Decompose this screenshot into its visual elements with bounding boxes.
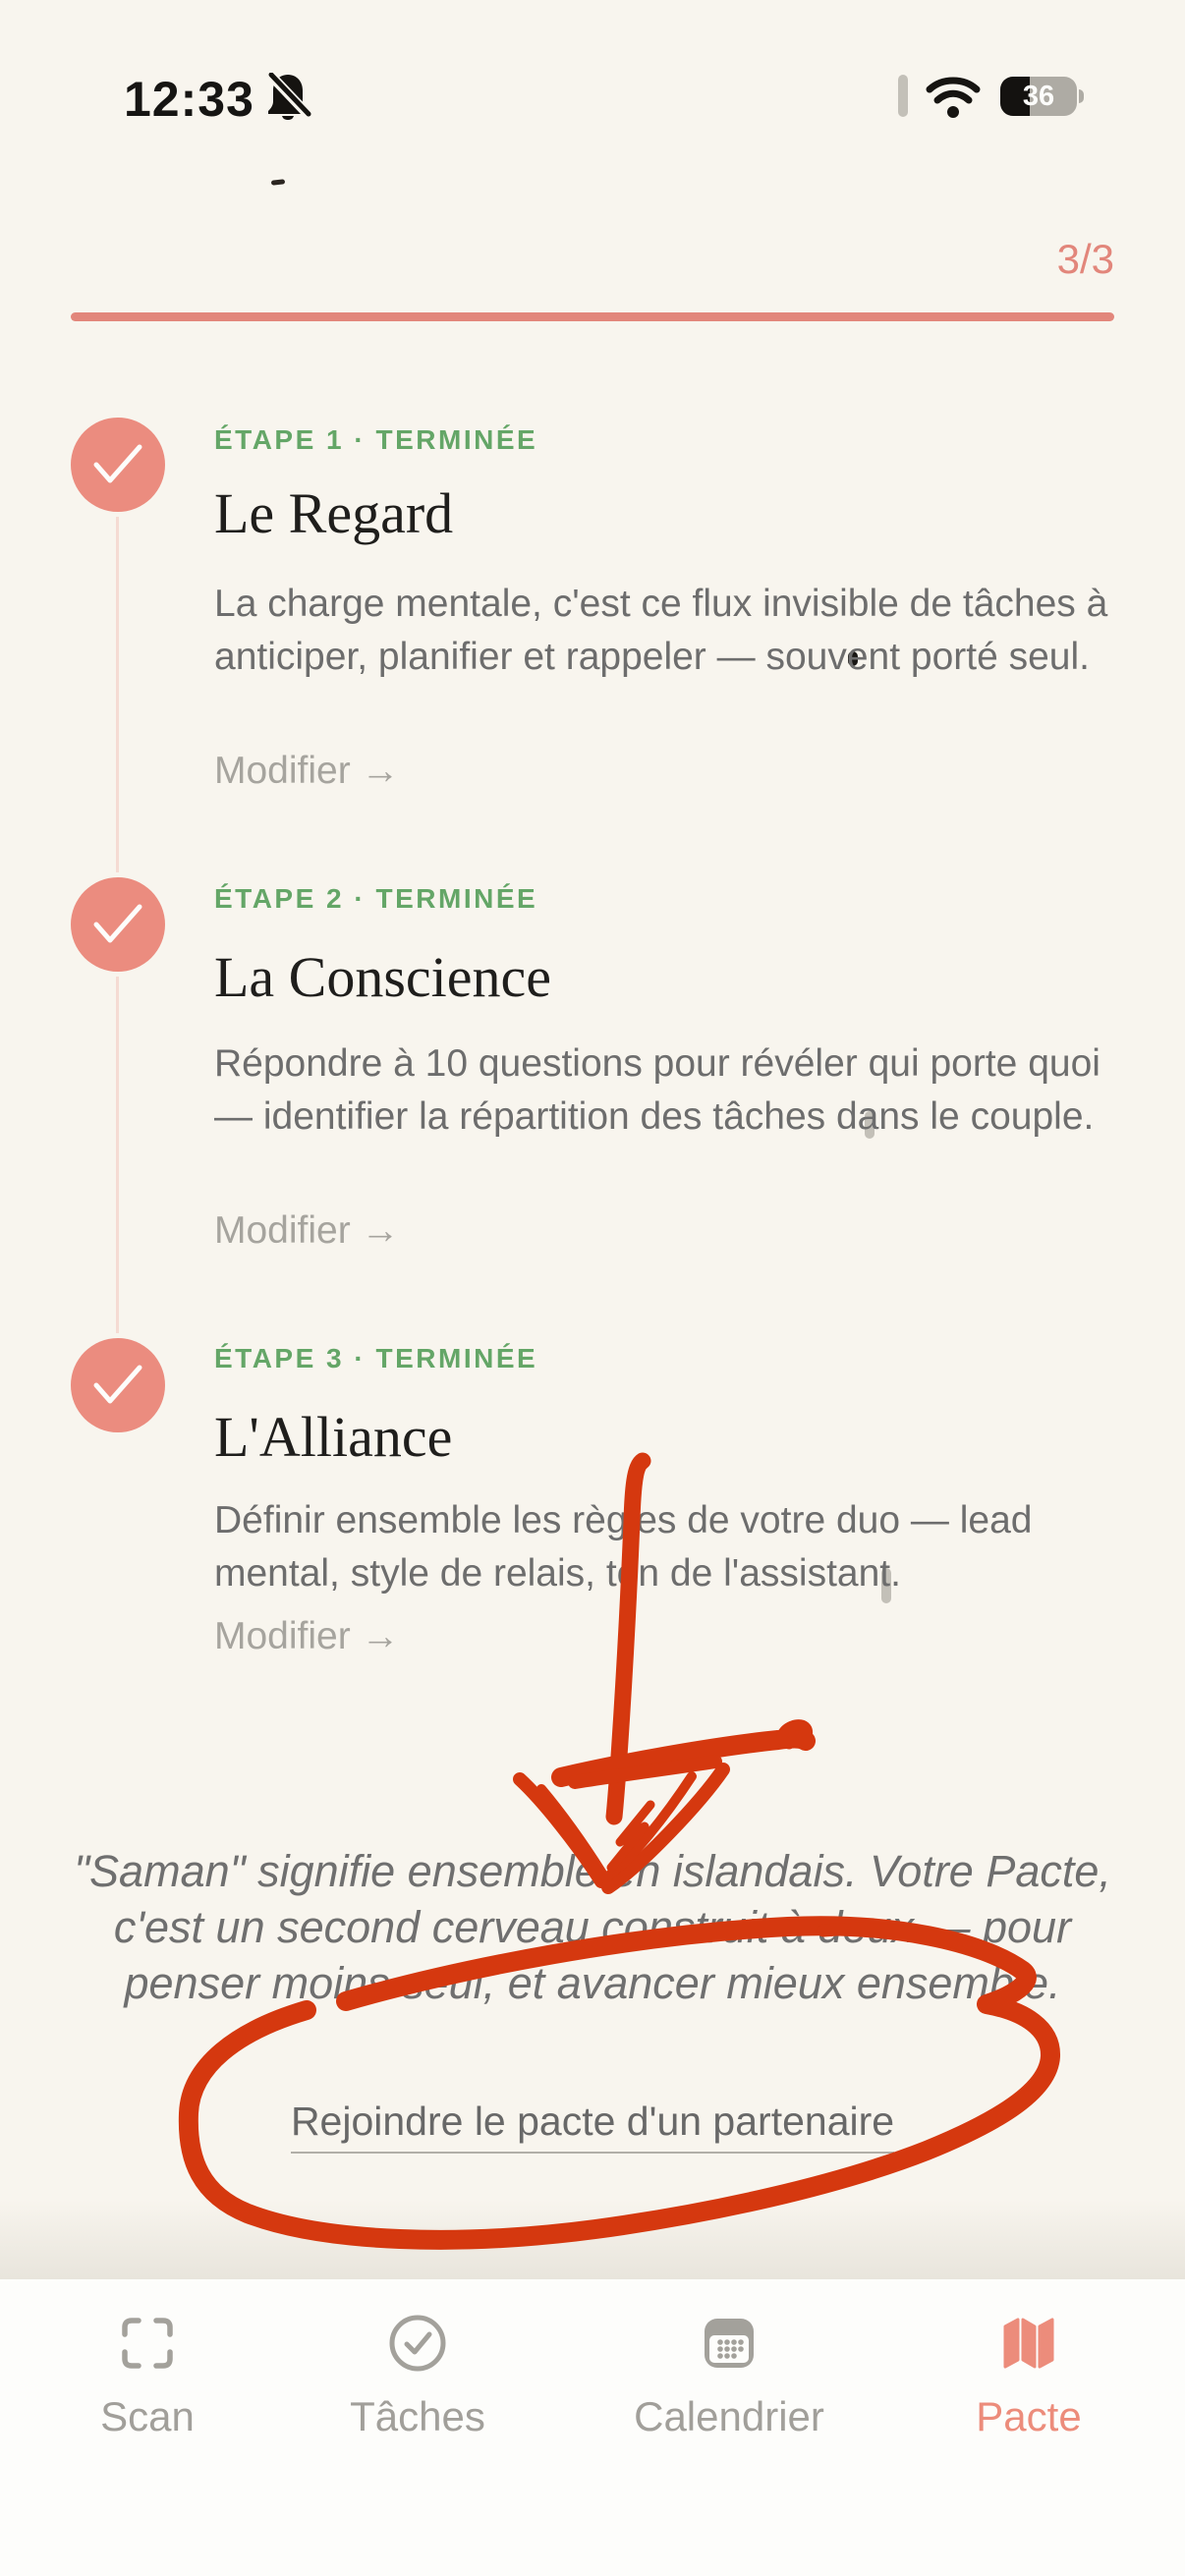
wifi-icon <box>925 75 982 118</box>
step2-title: La Conscience <box>214 945 552 1009</box>
step3-status-label: ÉTAPE 3 · TERMINÉE <box>214 1343 538 1373</box>
tab-pacte[interactable] <box>916 2309 1142 2440</box>
step2-description: Répondre à 10 questions pour révéler qui porte quoi — identifier la répartition des tâches dans le couple. <box>214 1042 1100 1138</box>
join-partner-link-row <box>0 2099 1185 2154</box>
timeline-connector <box>116 977 119 1333</box>
step1-modify-link[interactable]: Modifier → <box>214 750 400 792</box>
step2-check-badge <box>71 877 165 972</box>
step2-modify-link[interactable]: Modifier → <box>214 1209 400 1252</box>
check-icon <box>92 903 143 946</box>
step1-title: Le Regard <box>214 481 454 545</box>
tab-taches-label: Tâches <box>350 2393 485 2439</box>
calendar-icon <box>616 2309 842 2378</box>
tabbar-top-fade <box>0 2199 1185 2279</box>
scan-frame-icon <box>34 2309 260 2378</box>
step3-check-badge <box>71 1338 165 1432</box>
quote-line: c'est un second cerveau construit à deux — pour <box>113 1902 1072 1952</box>
tab-calendrier[interactable] <box>616 2309 842 2440</box>
tasks-check-icon <box>305 2309 531 2378</box>
quote-line: penser moins seul, et avancer mieux ensemble. <box>124 1958 1061 2008</box>
quote-line: "Saman" signifie ensemble en islandais. Votre Pacte, <box>74 1846 1111 1896</box>
scrolled-content-fragment <box>271 179 285 185</box>
tab-taches[interactable] <box>305 2309 531 2440</box>
status-time: 12:33 <box>124 72 254 127</box>
tab-pacte-label: Pacte <box>976 2393 1082 2439</box>
step1-description: La charge mentale, c'est ce flux invisible de tâches à anticiper, planifier et rappeler — souvent porté seul. <box>214 583 1108 678</box>
timeline-connector <box>116 517 119 872</box>
battery-percent: 36 <box>1022 81 1055 112</box>
step-counter: 3/3 <box>1056 236 1114 282</box>
cellular-signal-icon <box>848 74 897 117</box>
tab-scan[interactable] <box>34 2309 260 2440</box>
saman-quote <box>32 1843 1153 2011</box>
check-icon <box>92 1364 143 1407</box>
join-partner-link[interactable]: Rejoindre le pacte d'un partenaire <box>291 2099 894 2154</box>
step1-check-badge <box>71 418 165 512</box>
step1-status-label: ÉTAPE 1 · TERMINÉE <box>214 424 538 455</box>
step3-modify-link[interactable]: Modifier → <box>214 1615 400 1657</box>
tab-calendrier-label: Calendrier <box>634 2393 824 2439</box>
tab-bar <box>0 2279 1185 2576</box>
bell-slash-icon <box>263 73 312 120</box>
tab-scan-label: Scan <box>100 2393 195 2439</box>
battery-icon <box>1000 77 1077 116</box>
step2-status-label: ÉTAPE 2 · TERMINÉE <box>214 883 538 914</box>
check-icon <box>92 443 143 486</box>
map-icon <box>916 2309 1142 2378</box>
step3-description: Définir ensemble les règles de votre duo — lead mental, style de relais, ton de l'assistant. <box>214 1499 1033 1595</box>
step3-title: L'Alliance <box>214 1405 453 1469</box>
progress-bar <box>71 312 1114 321</box>
